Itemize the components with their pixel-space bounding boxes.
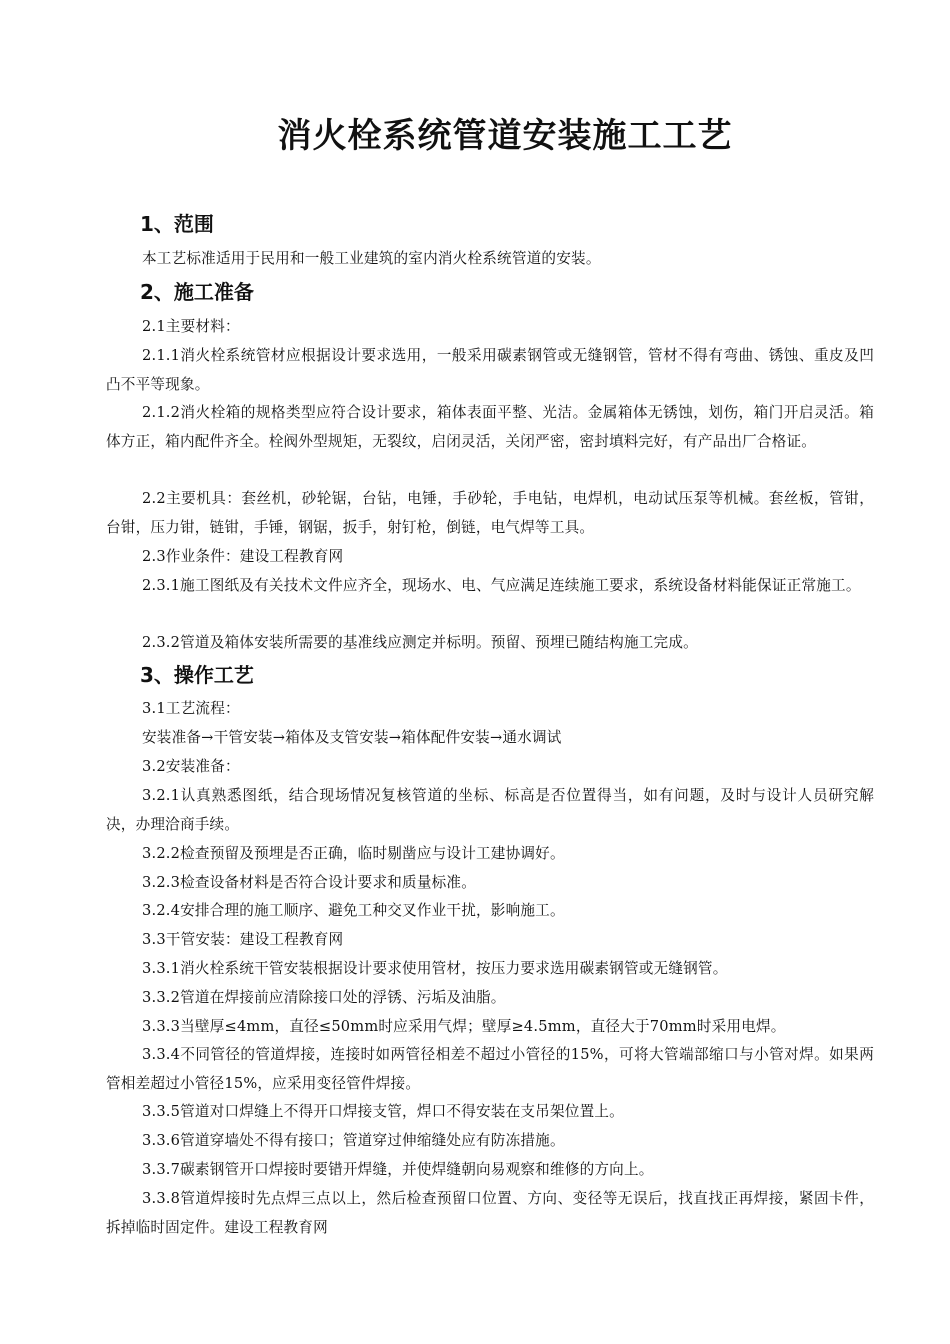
paragraph: 2.1.1消火栓系统管材应根据设计要求选用，一般采用碳素钢管或无缝钢管，管材不得有弯曲、锈蚀、重皮及凹凸不平等现象。: [106, 347, 874, 393]
paragraph: 3.3.4不同管径的管道焊接，连接时如两管径相差不超过小管径的15%，可将大管端部缩口与小管对焊。如果两管相差超过小管径15%，应采用变径管件焊接。: [106, 1046, 874, 1092]
process-flow: 安装准备→干管安装→箱体及支管安装→箱体配件安装→通水调试: [142, 729, 562, 746]
paragraph: 3.3.6管道穿墙处不得有接口；管道穿过伸缩缝处应有防冻措施。: [142, 1132, 565, 1149]
section-heading-scope: 1、范围: [140, 212, 214, 236]
paragraph: 2.1主要材料：: [142, 318, 240, 335]
paragraph: 3.3.2管道在焊接前应清除接口处的浮锈、污垢及油脂。: [142, 989, 506, 1006]
paragraph: 3.2.3检查设备材料是否符合设计要求和质量标准。: [142, 874, 477, 891]
paragraph: 3.2.2检查预留及预埋是否正确，临时剔凿应与设计工建协调好。: [142, 845, 565, 862]
paragraph: 2.1.2消火栓箱的规格类型应符合设计要求，箱体表面平整、光洁。金属箱体无锈蚀，划伤，箱门开启灵活。箱体方正，箱内配件齐全。栓阀外型规矩，无裂纹，启闭灵活，关闭严密，密封填料完好，有产品出厂合格证。: [106, 404, 874, 450]
paragraph: 3.3.8管道焊接时先点焊三点以上，然后检查预留口位置、方向、变径等无误后，找直找正再焊接，紧固卡件，拆掉临时固定件。建设工程教育网: [106, 1190, 874, 1236]
paragraph: 3.3.5管道对口焊缝上不得开口焊接支管，焊口不得安装在支吊架位置上。: [142, 1103, 624, 1120]
section-heading-process: 3、操作工艺: [140, 663, 254, 687]
paragraph: 2.3作业条件：建设工程教育网: [142, 548, 344, 565]
document-title: 消火栓系统管道安装施工工艺: [277, 116, 733, 156]
paragraph: 2.2主要机具：套丝机，砂轮锯，台钻，电锤，手砂轮，手电钻，电焊机，电动试压泵等机械。套丝板，管钳，台钳，压力钳，链钳，手锤，钢锯，扳手，射钉枪，倒链，电气焊等工具。: [106, 490, 874, 536]
paragraph: 3.3.1消火栓系统干管安装根据设计要求使用管材，按压力要求选用碳素钢管或无缝钢管。: [142, 960, 728, 977]
paragraph: 2.3.1施工图纸及有关技术文件应齐全，现场水、电、气应满足连续施工要求，系统设备材料能保证正常施工。: [142, 577, 861, 594]
paragraph: 3.2安装准备：: [142, 758, 240, 775]
paragraph: 3.2.4安排合理的施工顺序、避免工种交叉作业干扰，影响施工。: [142, 902, 565, 919]
paragraph: 3.3.3当壁厚≤4mm，直径≤50mm时应采用气焊；壁厚≥4.5mm，直径大于70mm时采用电焊。: [142, 1018, 786, 1035]
paragraph: 本工艺标准适用于民用和一般工业建筑的室内消火栓系统管道的安装。: [142, 250, 601, 267]
paragraph: 2.3.2管道及箱体安装所需要的基准线应测定并标明。预留、预埋已随结构施工完成。: [142, 634, 698, 651]
paragraph: 3.3干管安装：建设工程教育网: [142, 931, 344, 948]
paragraph: 3.1工艺流程：: [142, 700, 240, 717]
paragraph: 3.2.1认真熟悉图纸，结合现场情况复核管道的坐标、标高是否位置得当，如有问题，及时与设计人员研究解决，办理洽商手续。: [106, 787, 874, 833]
section-heading-preparation: 2、施工准备: [140, 280, 254, 304]
paragraph: 3.3.7碳素钢管开口焊接时要错开焊缝，并使焊缝朝向易观察和维修的方向上。: [142, 1161, 654, 1178]
